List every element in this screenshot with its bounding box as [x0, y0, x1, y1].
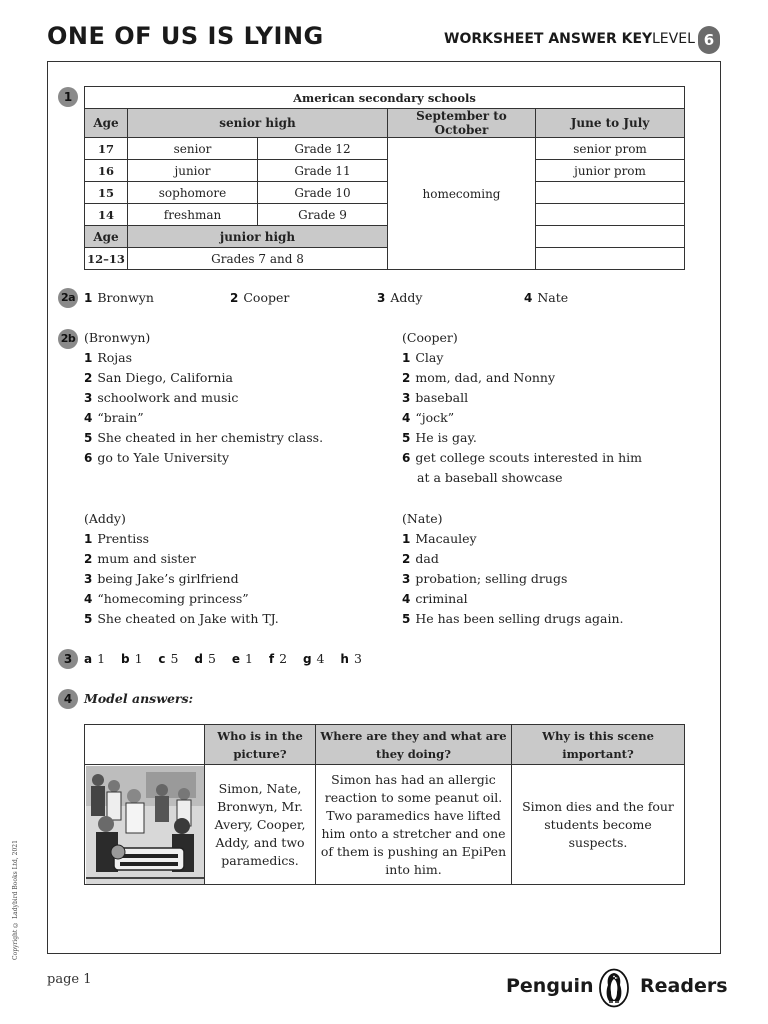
- matching-answers: a 1 b 1 c 5 d 5 e 1 f 2 g 4 h 3: [84, 651, 362, 666]
- list-item: 3 Addy: [377, 290, 423, 305]
- table-row: 12–13 Grades 7 and 8: [85, 248, 685, 270]
- picture-table: [84, 724, 685, 885]
- schools-table: [84, 86, 685, 270]
- header-age-2: Age: [85, 226, 128, 248]
- list-item: 2 San Diego, California: [84, 370, 233, 385]
- list-item: 4 “homecoming princess”: [84, 591, 249, 606]
- nate-label: (Nate): [402, 511, 443, 526]
- list-item: 4 criminal: [402, 591, 468, 606]
- level-label: LEVEL: [652, 31, 695, 47]
- list-item: 3 being Jake’s girlfriend: [84, 571, 239, 586]
- list-item: 5 He is gay.: [402, 430, 477, 445]
- list-item: 3 probation; selling drugs: [402, 571, 568, 586]
- list-item: 2 mum and sister: [84, 551, 196, 566]
- section-2a-badge: 2a: [58, 288, 78, 308]
- list-item: 3 baseball: [402, 390, 469, 405]
- list-item: 1 Macauley: [402, 531, 477, 546]
- header-sep-oct: September to October: [388, 109, 536, 138]
- header-junior-high: junior high: [128, 226, 388, 248]
- list-item: 5 She cheated on Jake with TJ.: [84, 611, 279, 626]
- header-why: Why is this scene important?: [512, 725, 685, 765]
- why-answer: Simon dies and the four students become suspects.: [512, 765, 685, 885]
- list-item: 2 Cooper: [230, 290, 290, 305]
- picture-cell: [85, 765, 205, 885]
- list-item: 1 Prentiss: [84, 531, 150, 546]
- list-item: 5 She cheated in her chemistry class.: [84, 430, 324, 445]
- list-item: 1 Clay: [402, 350, 444, 365]
- list-item: 3 schoolwork and music: [84, 390, 239, 405]
- list-item: 4 Nate: [524, 290, 569, 305]
- brand-penguin: Penguin: [506, 975, 594, 997]
- list-item-continuation: at a baseball showcase: [417, 470, 563, 485]
- list-item: 1 Bronwyn: [84, 290, 154, 305]
- brand-readers: Readers: [640, 975, 728, 997]
- page-title: ONE OF US IS LYING: [47, 22, 324, 50]
- list-item: 6 get college scouts interested in him: [402, 450, 643, 465]
- homecoming-cell: homecoming: [388, 138, 536, 270]
- scene-illustration: [86, 766, 204, 884]
- table-row: 14 freshman Grade 9: [85, 204, 685, 226]
- addy-label: (Addy): [84, 511, 126, 526]
- section-2b-badge: 2b: [58, 329, 78, 349]
- list-item: 2 dad: [402, 551, 439, 566]
- table-row: 15 sophomore Grade 10: [85, 182, 685, 204]
- list-item: 5 He has been selling drugs again.: [402, 611, 624, 626]
- copyright-notice: Copyright © Ladybird Books Ltd, 2021: [12, 840, 19, 960]
- bronwyn-label: (Bronwyn): [84, 330, 151, 345]
- section-4-badge: 4: [58, 689, 78, 709]
- header-senior-high: senior high: [128, 109, 388, 138]
- header-age: Age: [85, 109, 128, 138]
- worksheet-label: WORKSHEET ANSWER KEY: [444, 31, 653, 47]
- section-3-badge: 3: [58, 649, 78, 669]
- cooper-label: (Cooper): [402, 330, 458, 345]
- who-answer: Simon, Nate, Bronwyn, Mr. Avery, Cooper, Addy, and two paramedics.: [205, 765, 316, 885]
- header-who: Who is in the picture?: [205, 725, 316, 765]
- table-row: 17 senior Grade 12 homecoming senior prom: [85, 138, 685, 160]
- table-row: 16 junior Grade 11 junior prom: [85, 160, 685, 182]
- list-item: 2 mom, dad, and Nonny: [402, 370, 556, 385]
- header-june-july: June to July: [536, 109, 685, 138]
- header-where: Where are they and what are they doing?: [316, 725, 512, 765]
- list-item: 4 “jock”: [402, 410, 455, 425]
- section-1-badge: 1: [58, 87, 78, 107]
- penguin-logo-icon: [598, 968, 630, 1008]
- list-item: 4 “brain”: [84, 410, 144, 425]
- model-answers-label: Model answers:: [84, 691, 194, 706]
- where-answer: Simon has had an allergic reaction to some peanut oil. Two paramedics have lifted him onto a stretcher and one of them is pushing an EpiPen into him.: [316, 765, 512, 885]
- page-number: page 1: [47, 972, 92, 987]
- table-caption: American secondary schools: [85, 87, 685, 109]
- level-badge: 6: [698, 26, 720, 54]
- list-item: 6 go to Yale University: [84, 450, 229, 465]
- list-item: 1 Rojas: [84, 350, 133, 365]
